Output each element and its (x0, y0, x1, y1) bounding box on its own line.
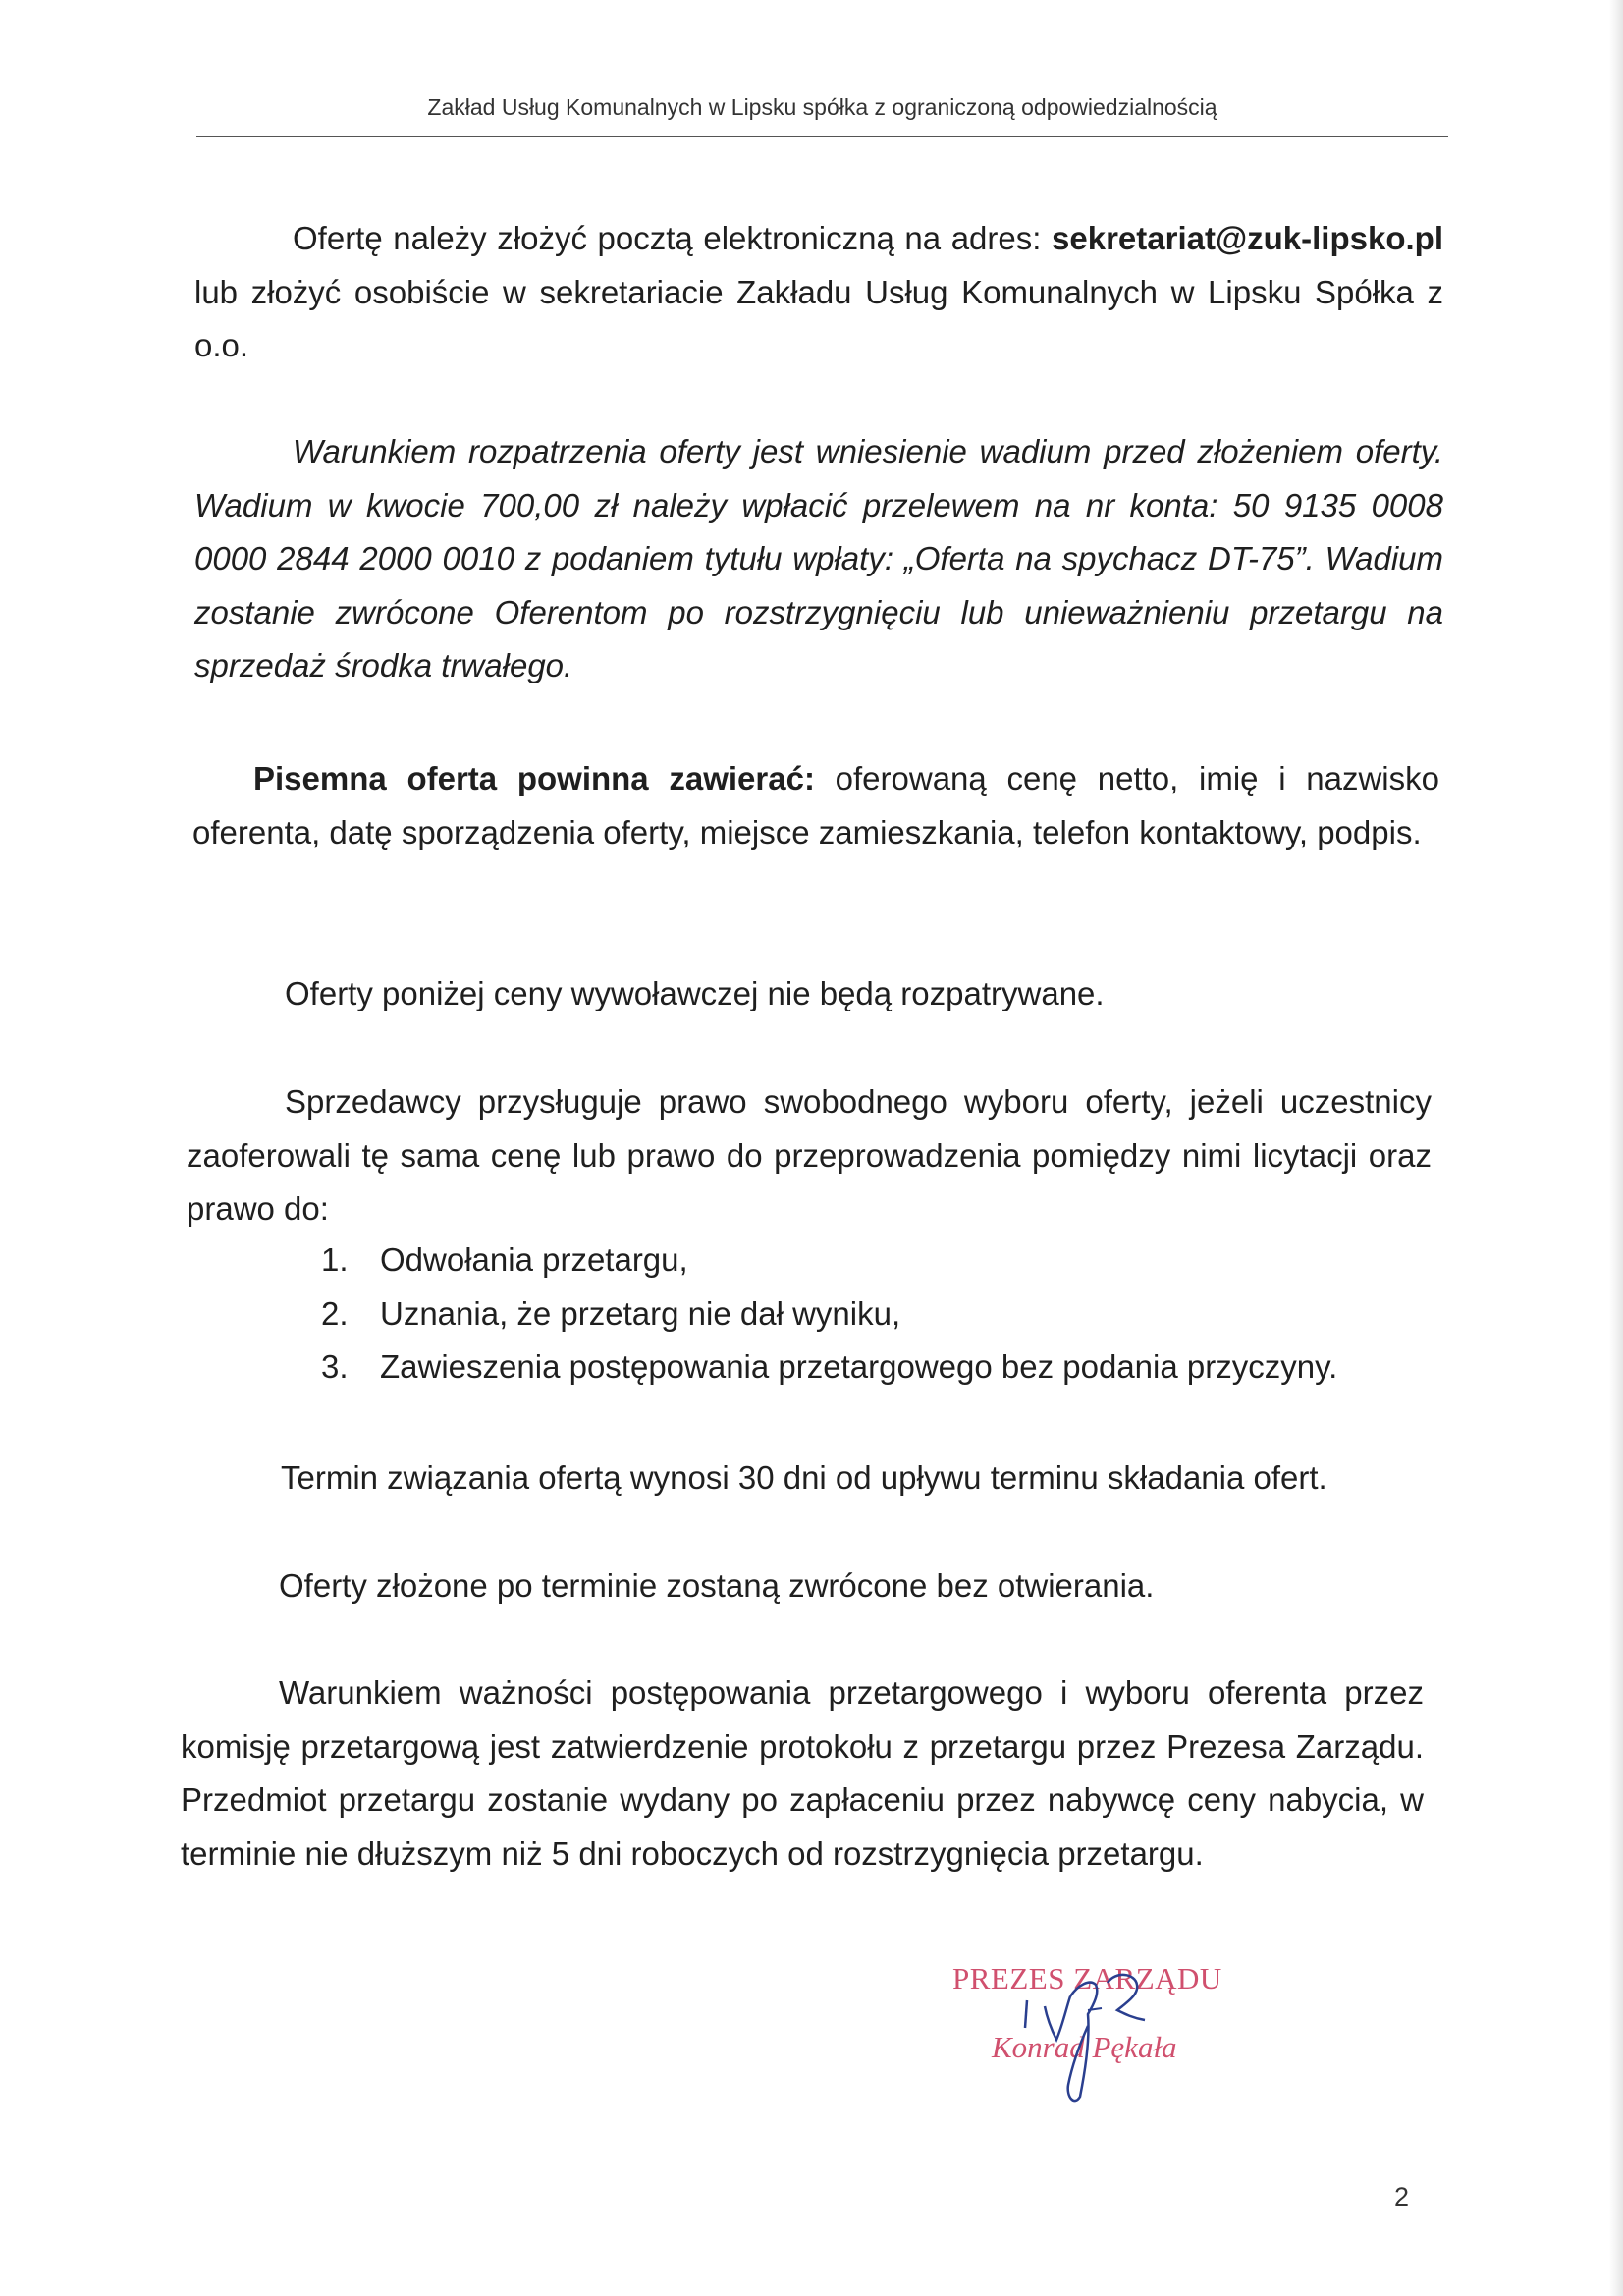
header-divider (196, 136, 1448, 137)
offer-contents-text: oferowaną cenę netto, imię i nazwisko oferenta, datę sporządzenia oferty, miejsce zamieszkania, telefon kontaktowy, podpis. (192, 760, 1439, 850)
email-address: sekretariat@zuk-lipsko.pl (1052, 220, 1443, 256)
list-item-text: Uznania, że przetarg nie dał wyniku, (380, 1294, 901, 1332)
list-item-number: 2. (321, 1294, 349, 1332)
list-item-text: Odwołania przetargu, (380, 1241, 688, 1278)
paragraph-late-offers: Oferty złożone po terminie zostaną zwrócone bez otwierania. (279, 1567, 1155, 1604)
stamp-title: PREZES ZARZĄDU (952, 1961, 1222, 1995)
submission-text-pre: Ofertę należy złożyć pocztą elektroniczną na adres: (293, 220, 1053, 256)
seller-rights-list (321, 1233, 1337, 1394)
submission-text-post: lub złożyć osobiście w sekretariacie Zakładu Usług Komunalnych w Lipsku Spółka z o.o. (194, 273, 1443, 363)
paragraph-offer-contents (192, 752, 1439, 859)
paragraph-validity: Warunkiem ważności postępowania przetargowego i wyboru oferenta przez komisję przetargową jest zatwierdzenie protokołu z przetargu przez Prezesa Zarządu. Przedmiot przetargu zostanie wydany po zapłaceniu przez nabywcę ceny nabycia, w terminie nie dłuższym niż 5 dni roboczych od rozstrzygnięcia przetargu. (181, 1674, 1424, 1872)
paragraph-seller-rights: Sprzedawcy przysługuje prawo swobodnego wyboru oferty, jeżeli uczestnicy zaoferowali tę sama cenę lub prawo do przeprowadzenia pomiędzy nimi licytacji oraz prawo do: (187, 1083, 1432, 1227)
paragraph-submission (194, 212, 1443, 373)
list-item (321, 1340, 1337, 1394)
paragraph-binding-period: Termin związania ofertą wynosi 30 dni od upływu terminu składania ofert. (281, 1459, 1327, 1496)
paragraph-min-price: Oferty poniżej ceny wywoławczej nie będą rozpatrywane. (285, 975, 1105, 1011)
list-item-number: 3. (321, 1348, 349, 1385)
signature-stamp (943, 1949, 1257, 2116)
list-item-number: 1. (321, 1241, 349, 1278)
page-number: 2 (1394, 2182, 1410, 2212)
page-header: Zakład Usług Komunalnych w Lipsku spółka z ograniczoną odpowiedzialnością (427, 94, 1217, 120)
paragraph-deposit: Warunkiem rozpatrzenia oferty jest wniesienie wadium przed złożeniem oferty. Wadium w kwocie 700,00 zł należy wpłacić przelewem na nr konta: 50 9135 0008 0000 2844 2000 0010 z podaniem tytułu wpłaty: „Oferta na spychacz DT-75”. Wadium zostanie zwrócone Oferentom po rozstrzygnięciu lub unieważnieniu przetargu na sprzedaż środka trwałego. (194, 433, 1443, 683)
stamp-name: Konrad Pękała (992, 2030, 1177, 2064)
offer-contents-heading: Pisemna oferta powinna zawierać: (253, 760, 815, 796)
list-item (321, 1233, 1337, 1287)
list-item-text: Zawieszenia postępowania przetargowego bez podania przyczyny. (380, 1348, 1338, 1385)
scan-edge-shadow (1609, 0, 1623, 2296)
handwritten-signature-icon (943, 1949, 1257, 2116)
list-item (321, 1287, 1337, 1341)
